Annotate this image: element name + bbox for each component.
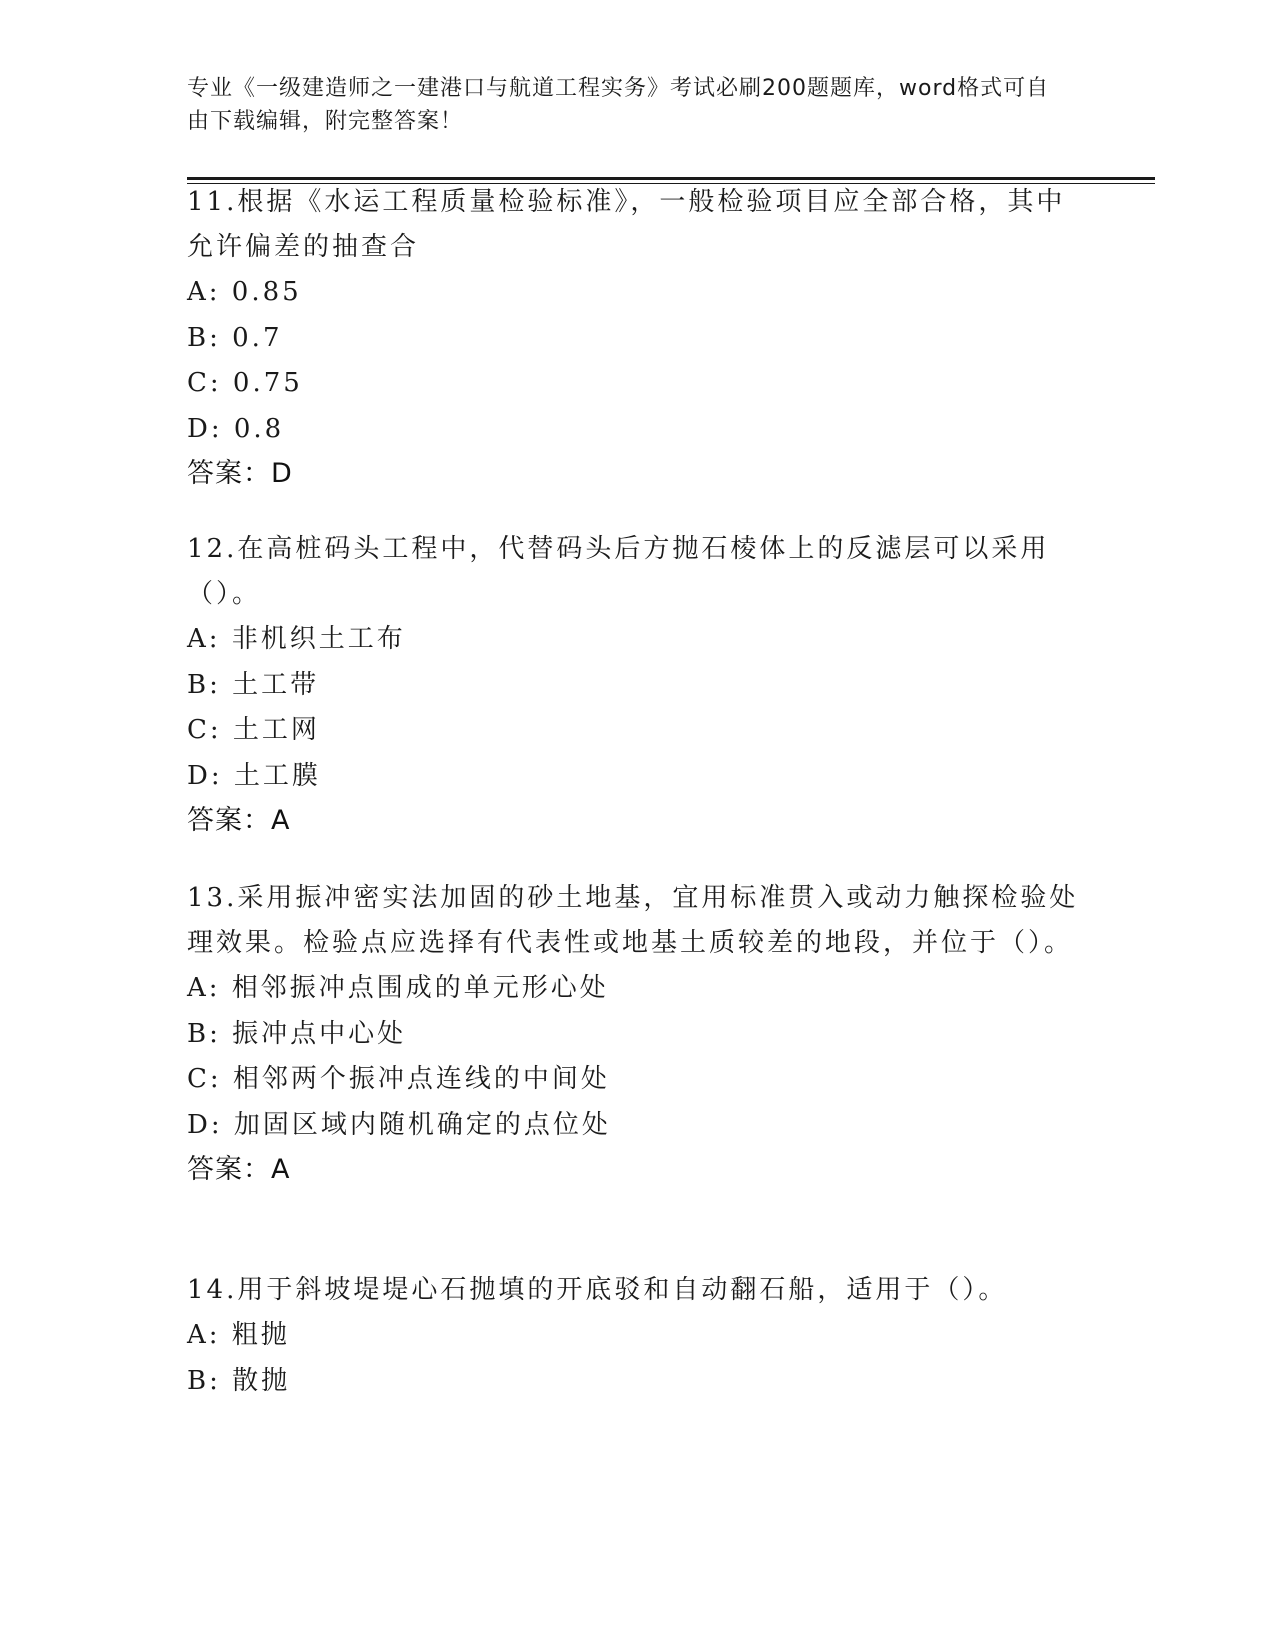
option-d: D: 0.8 <box>187 413 285 444</box>
option-b: B: 散抛 <box>187 1365 291 1396</box>
question-stem: 11.根据《水运工程质量检验标准》，一般检验项目应全部合格，其中允许偏差的抽查合 <box>187 187 1066 262</box>
option-a: A: 粗抛 <box>187 1320 290 1350</box>
answer: 答案：A <box>187 805 291 836</box>
answer: 答案：D <box>187 458 293 489</box>
option-c: C: 土工网 <box>187 715 320 745</box>
option-a: A: 0.85 <box>187 277 302 307</box>
option-b: B: 土工带 <box>187 669 320 700</box>
document-header: 专业《一级建造师之一建港口与航道工程实务》考试必刷200题题库，word格式可自由下载编辑，附完整答案！ <box>187 76 1050 134</box>
question-14 <box>187 1268 1087 1404</box>
option-d: D: 加固区域内随机确定的点位处 <box>187 1109 611 1140</box>
question-stem: 13.采用振冲密实法加固的砂土地基，宜用标准贯入或动力触探检验处理效果。检验点应选择有代表性或地基土质较差的地段，并位于（）。 <box>187 883 1079 958</box>
option-b: B: 0.7 <box>187 322 283 353</box>
option-d: D: 土工膜 <box>187 760 321 791</box>
question-12 <box>187 527 1087 843</box>
question-11 <box>187 180 1087 496</box>
option-c: C: 0.75 <box>187 368 303 398</box>
question-stem: 14.用于斜坡堤堤心石抛填的开底驳和自动翻石船，适用于（）。 <box>187 1275 1008 1305</box>
question-stem: 12.在高桩码头工程中，代替码头后方抛石棱体上的反滤层可以采用（）。 <box>187 534 1050 609</box>
answer: 答案：A <box>187 1154 291 1185</box>
option-c: C: 相邻两个振冲点连线的中间处 <box>187 1064 610 1094</box>
question-13 <box>187 876 1087 1192</box>
option-a: A: 相邻振冲点围成的单元形心处 <box>187 973 609 1003</box>
option-a: A: 非机织土工布 <box>187 624 406 654</box>
option-b: B: 振冲点中心处 <box>187 1018 407 1049</box>
